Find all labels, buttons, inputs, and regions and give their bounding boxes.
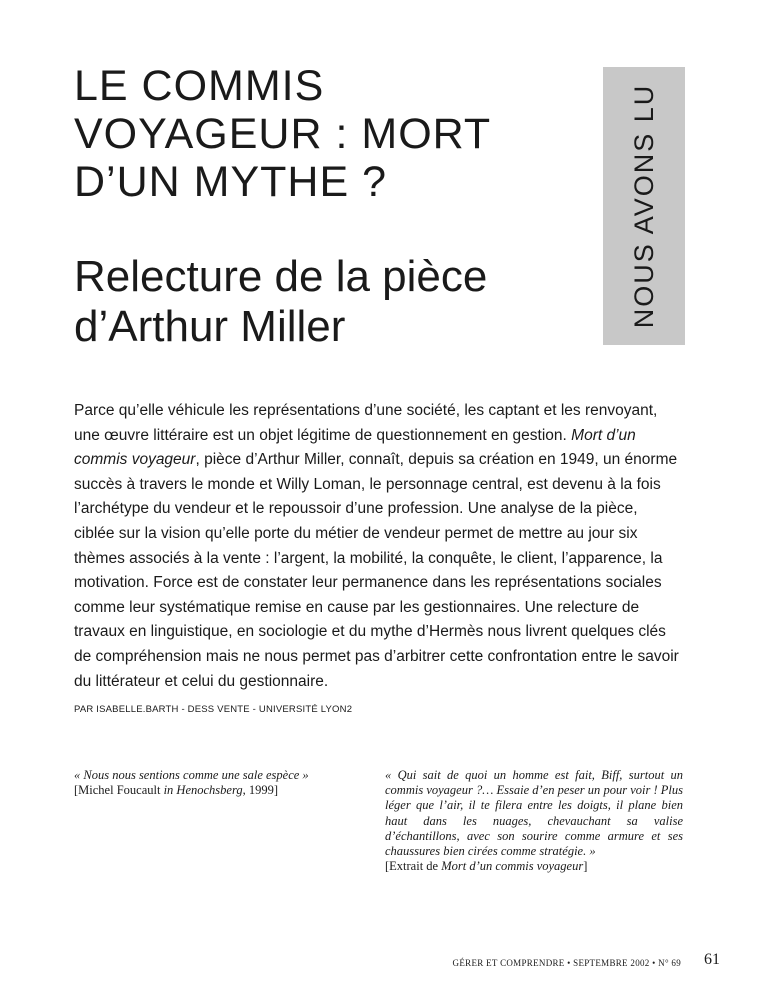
- epigraph-left: [74, 768, 314, 798]
- article-subtitle: [74, 252, 544, 352]
- abstract-part-2: , pièce d’Arthur Miller, connaît, depuis sa création en 1949, un énorme succès à travers le monde et Willy Loman, le personnage central, est devenu à la fois l’archétype du vendeur et le repoussoir d’une profession. Une analyse de la pièce, ciblée sur la vision qu’elle porte du métier de vendeur permet de mettre au jour six thèmes associés à la vente : l’argent, la mobilité, la conquête, le client, l’apparence, la motivation. Force est de constater leur permanence dans les représentations sociales comme leur systématique remise en cause par les gestionnaires. Une relecture de travaux en linguistique, en sociologie et du mythe d’Hermès nous livrent quelques clés de compréhension mais ne nous permet pas d’arbitrer cette confrontation entre le savoir du littérateur et celui du gestionnaire.: [74, 451, 679, 690]
- epigraph-left-source-open: [Michel Foucault: [74, 783, 164, 797]
- abstract: [74, 399, 682, 694]
- title-line-2: VOYAGEUR : MORT: [74, 110, 492, 158]
- page-number: 61: [704, 951, 720, 968]
- epigraph-right-source-italic: Mort d’un commis voyageur: [441, 859, 584, 874]
- subtitle-line-2: d’Arthur Miller: [74, 302, 346, 351]
- section-tab: [603, 67, 685, 345]
- epigraph-right: [385, 768, 683, 874]
- epigraph-right-source: [385, 859, 683, 874]
- epigraph-right-source-close: ]: [583, 859, 588, 874]
- epigraph-left-source-italic: in Henochsberg: [163, 783, 243, 797]
- epigraph-right-text: « Qui sait de quoi un homme est fait, Biff, surtout un commis voyageur ?… Essaie d’en peser un pour voir ! Plus léger que l’air, il te filera entre les doigts, il plane bien haut dans les nuages, chevauchant sa valise d’échantillons, avec son sourire comme armure et ses chaussures bien cirées comme stratégie. »: [385, 768, 683, 859]
- journal-footer: GÉRER ET COMPRENDRE • SEPTEMBRE 2002 • N° 69: [452, 958, 681, 968]
- title-line-1: LE COMMIS: [74, 62, 325, 110]
- abstract-part-1: Parce qu’elle véhicule les représentations d’une société, les captant et les renvoyant, une œuvre littéraire est un objet légitime de questionnement en gestion.: [74, 402, 658, 444]
- epigraph-left-source: [74, 783, 314, 798]
- section-tab-label: NOUS AVONS LU: [628, 83, 659, 329]
- abstract-italic-title: Mort d’un commis voyageur: [74, 426, 636, 469]
- author-line: PAR ISABELLE.BARTH - DESS VENTE - UNIVERSITÉ LYON2: [74, 704, 353, 715]
- epigraph-left-source-close: , 1999]: [242, 783, 279, 797]
- title-line-3: D’UN MYTHE ?: [74, 158, 388, 206]
- epigraph-left-text: « Nous nous sentions comme une sale espèce »: [74, 768, 309, 782]
- article-title: [74, 62, 544, 206]
- epigraph-right-source-open: [Extrait de: [385, 859, 442, 874]
- subtitle-line-1: Relecture de la pièce: [74, 252, 488, 301]
